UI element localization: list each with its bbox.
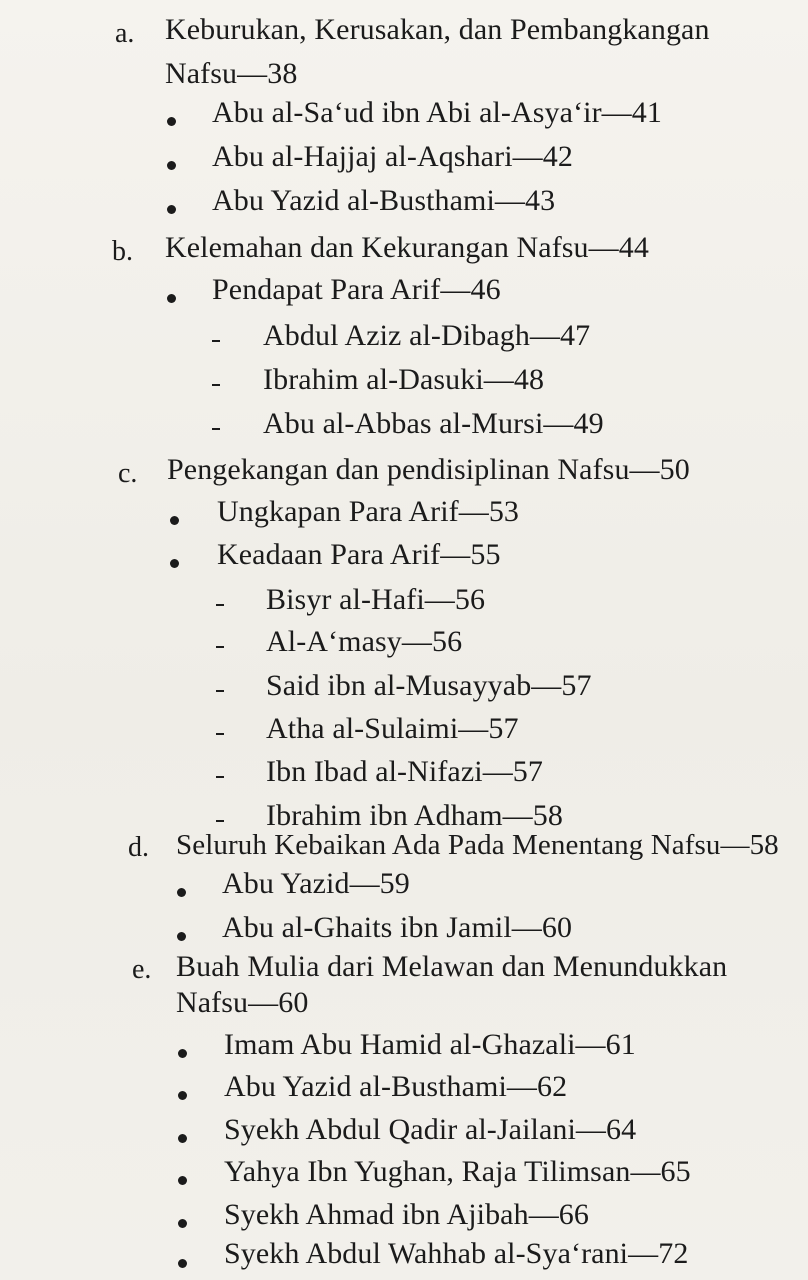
section-title: Buah Mulia dari Melawan dan Menundukkan (176, 950, 728, 983)
entry-item: Abu al-Sa‘ud ibn Abi al-Asya‘ir—41 (212, 96, 662, 129)
section-marker: d. (128, 832, 149, 863)
bullet-icon (178, 1259, 187, 1268)
sub-entry-item: Said ibn al-Musayyab—57 (266, 669, 592, 702)
dash-icon (216, 776, 224, 778)
sub-entry-item: Abdul Aziz al-Dibagh—47 (263, 319, 591, 352)
entry-item: Keadaan Para Arif—55 (217, 538, 501, 571)
section-marker: a. (115, 18, 135, 49)
entry-item: Abu Yazid—59 (222, 867, 410, 900)
sub-entry-item: Bisyr al-Hafi—56 (266, 583, 486, 616)
sub-entry-item: Abu al-Abbas al-Mursi—49 (263, 407, 604, 440)
entry-item: Abu Yazid al-Busthami—62 (224, 1070, 568, 1103)
section-title: Kelemahan dan Kekurangan Nafsu—44 (165, 231, 649, 264)
entry-item: Pendapat Para Arif—46 (212, 273, 501, 306)
section-title: Keburukan, Kerusakan, dan Pembangkangan (165, 13, 710, 46)
bullet-icon (167, 205, 176, 214)
dash-icon (212, 428, 220, 430)
entry-item: Syekh Abdul Wahhab al-Sya‘rani—72 (224, 1237, 689, 1270)
dash-icon (216, 690, 224, 692)
dash-icon (216, 646, 224, 648)
entry-item: Abu al-Ghaits ibn Jamil—60 (222, 911, 573, 944)
entry-item: Imam Abu Hamid al-Ghazali—61 (224, 1028, 636, 1061)
section-title-continuation: Nafsu—60 (176, 986, 309, 1019)
section-title: Seluruh Kebaikan Ada Pada Menentang Nafsu—58 (176, 829, 779, 861)
section-title: Pengekangan dan pendisiplinan Nafsu—50 (167, 453, 690, 486)
bullet-icon (170, 559, 179, 568)
bullet-icon (178, 1134, 187, 1143)
dash-icon (216, 604, 224, 606)
section-title-continuation: Nafsu—38 (165, 57, 298, 90)
bullet-icon (170, 516, 179, 525)
bullet-icon (167, 117, 176, 126)
sub-entry-item: Ibrahim ibn Adham—58 (266, 799, 563, 832)
sub-entry-item: Atha al-Sulaimi—57 (266, 712, 519, 745)
bullet-icon (177, 888, 186, 897)
sub-entry-item: Ibrahim al-Dasuki—48 (263, 363, 545, 396)
bullet-icon (178, 1219, 187, 1228)
entry-item: Syekh Abdul Qadir al-Jailani—64 (224, 1113, 637, 1146)
bullet-icon (177, 932, 186, 941)
entry-item: Abu al-Hajjaj al-Aqshari—42 (212, 140, 573, 173)
bullet-icon (178, 1176, 187, 1185)
section-marker: e. (132, 954, 152, 985)
bullet-icon (178, 1049, 187, 1058)
entry-item: Ungkapan Para Arif—53 (217, 495, 520, 528)
section-marker: b. (112, 236, 133, 267)
bullet-icon (178, 1091, 187, 1100)
bullet-icon (167, 161, 176, 170)
bullet-icon (167, 294, 176, 303)
dash-icon (212, 384, 220, 386)
dash-icon (216, 820, 224, 822)
dash-icon (212, 340, 220, 342)
dash-icon (216, 733, 224, 735)
sub-entry-item: Ibn Ibad al-Nifazi—57 (266, 755, 543, 788)
entry-item: Abu Yazid al-Busthami—43 (212, 184, 556, 217)
entry-item: Syekh Ahmad ibn Ajibah—66 (224, 1198, 589, 1231)
section-marker: c. (118, 458, 138, 489)
sub-entry-item: Al-A‘masy—56 (266, 625, 463, 658)
entry-item: Yahya Ibn Yughan, Raja Tilimsan—65 (224, 1155, 691, 1188)
